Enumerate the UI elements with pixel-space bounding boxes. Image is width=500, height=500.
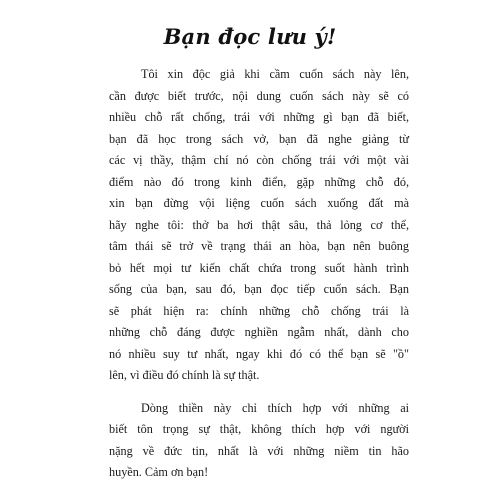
text-line: cần được biết trước, nội dung cuốn sách này sẽ có	[109, 88, 409, 103]
text-line: tâm thái sẽ trở về trạng thái an hòa, bạn nên buông	[109, 239, 409, 253]
text-line: Tôi xin độc giả khi cầm cuốn sách này lên,	[141, 67, 409, 81]
text-line: các vị thầy, thậm chí nó còn chống trái với một vài	[109, 153, 409, 167]
text-line: nó nhiều suy tư nhất, ngay khi đó có thể bạn sẽ "ồ"	[109, 346, 409, 361]
text-line: bỏ hết mọi tư kiến chất chứa trong suốt hành trình	[109, 260, 409, 275]
paragraph-1	[109, 64, 409, 387]
text-line: nặng về đức tin, nhất là với những niềm tin hão	[109, 443, 409, 458]
page-title: Bạn đọc lưu ý!	[163, 24, 337, 49]
text-line: lên, vì điều đó chính là sự thật.	[109, 368, 260, 382]
text-line: bạn đã học trong sách vở, bạn đã nghe giảng từ	[109, 131, 409, 146]
text-line: nhiều chỗ rất chống, trái với những gì bạn đã biết,	[109, 110, 409, 124]
paragraph-2	[109, 398, 409, 484]
text-line: Dòng thiền này chỉ thích hợp với những ai	[141, 400, 409, 415]
text-line: sẽ phát hiện ra: chính những chỗ chống trái là	[109, 303, 409, 318]
text-line: những chỗ đáng được nghiền ngẫm nhất, dành cho	[109, 325, 409, 339]
notice-body	[109, 64, 409, 484]
text-line: điểm nào đó trong kinh điển, gặp những chỗ đó,	[109, 174, 409, 189]
text-line: xin bạn đừng vội liệng cuốn sách xuống đất mà	[109, 196, 409, 210]
text-line: hãy nghe tôi: thở ba hơi thật sâu, thả lỏng cơ thể,	[109, 217, 409, 232]
paragraph-spacer	[109, 387, 409, 398]
text-line: sống của bạn, sau đó, bạn đọc tiếp cuốn sách. Bạn	[109, 282, 409, 296]
text-line: biết tôn trọng sự thật, không thích hợp với người	[109, 422, 409, 436]
text-line: huyền. Cảm ơn bạn!	[109, 465, 209, 479]
